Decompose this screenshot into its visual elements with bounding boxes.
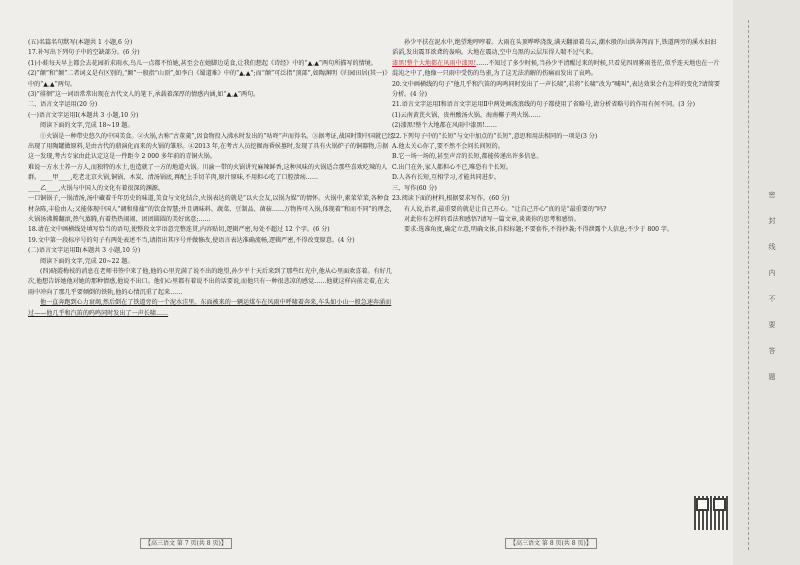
binding-strip-char: 线: [768, 243, 776, 251]
paragraph: (五)名篇名句默写(本题共 1 小题,6 分): [28, 39, 133, 46]
binding-dashed-line: [748, 20, 749, 550]
binding-strip-char: 不: [768, 295, 776, 303]
paragraph: (一)语言文字运用Ⅰ(本题共 3 小题,10 分): [28, 111, 139, 119]
binding-strip-char: 题: [768, 373, 776, 381]
paragraph-rest: ……不知过了多少时候,当孙少平清醒过来的时候,只看见四周雾雨苍茫,似乎连天地也在一片混沌之中了,他像一只雨中受伤的鸟雀,为了这无法消解的伤痛而发出了哀鸣。: [392, 59, 720, 78]
paragraph: 对此你有怎样的看法和感悟?请写一篇文章,谈谈你的思考和感悟。: [404, 215, 580, 223]
paragraph: (2)“颠”和“颠”二者词义是有区别的,“颠”一般指“山顶”,如李白《蜀道难》中的“▲,▲”;而“颠”可泛指“顶部”,如陶渊明《归园田居(其一)》中的“▲,▲”两句。: [28, 70, 391, 88]
paragraph: (1)云南黄芪火锅、贵州酸汤火锅、海南椰子鸡火锅……: [392, 111, 541, 119]
footer-right: 【高三语文 第 8 页(共 8 页)】: [505, 538, 597, 549]
paragraph: 19.文中第一段标序号的句子有两处表述不当,请指出其序号并做修改,使语言表达准确流畅,逻辑严密,不得改变原意。(4 分): [28, 236, 355, 244]
paragraph: ①火锅是一种带史悠久的中国美食。②火锅,古称“古董羹”,因食物投入沸水时发出的“咕咚”声而得名。③据考证,战国时期中国就已经出现了用陶罐做原料,是由古代的鼎演化而来的火锅的雏形。④2013 年,在考古人员挖掘海昏侯墓时,发现了具有火锅炉子的铜器物,⑤据这一发现,考古专家由此认定这是一件距今 2 000 多年前的青铜火锅。: [28, 132, 394, 161]
paragraph: ____乙____,火锅与中国人的文化有着很深的渊源。: [28, 184, 164, 192]
paragraph: 18.请在文中画横线处填写恰当的语句,使整段文字语意完整连贯,内容贴切,逻辑严密,每处不超过 12 个字。(6 分): [28, 226, 330, 234]
paragraph: 难说一方水土养一方人,而独特的水土,也造就了一方的地道火锅。川渝一带的火锅讲究麻辣鲜香,这种风味的火锅适合那些喜欢吃辣的人群。____甲____,吃老北京火锅,铜锅、木炭、清汤锅底,再配上手切羊肉,原汁原味,不用担心吃了口腔溃疡……: [28, 163, 388, 182]
binding-strip: [733, 0, 800, 565]
right-column: [392, 38, 722, 236]
paragraph: 22.下列句子中的“长短”与文中加点的“长短”,意思和用法相同的一项是(3 分): [392, 132, 598, 140]
binding-strip-char: 密: [768, 191, 776, 199]
paragraph: D.人各有长短,互相学习,才能共同进步。: [392, 174, 500, 182]
paragraph: 他一直奔跑到心力衰竭,然后倒在了铁道旁的一个泥水洼里。东面被来的一辆运煤车在风雨中呼啸着奔来,车头如小山一般急速奔涌而过——他几乎和汽笛的呜鸣同时发出了一声长啸……: [28, 299, 392, 317]
paragraph: 20.文中画横线的句子“他几乎和汽笛的呜鸣同时发出了一声长啸”,若将“长啸”改为“喊叫”,表达效果会有怎样的变化?请简要分析。(4 分): [392, 80, 721, 99]
paragraph: 阅读下面的文字,完成 20~22 题。: [40, 257, 134, 265]
binding-strip-char: 内: [768, 269, 776, 277]
binding-strip-char: 要: [768, 321, 776, 329]
paragraph: (3)“徘徊”这一词语常常出现在古代文人的笔下,承载着深厚的情感内涵,如“▲,▲”两句。: [28, 91, 260, 99]
paragraph: B.它一场一场的,甚至声音的长短,都能传递出许多信息。: [392, 153, 543, 161]
paragraph: 三、写作(60 分): [392, 184, 437, 192]
paragraph: 要求:选准角度,确定立意,明确文体,自拟标题;不要套作,不得抄袭;不得泄露个人信息;不少于 800 字。: [404, 226, 674, 234]
binding-strip-char: 封: [768, 217, 776, 225]
paragraph: (二)语言文字运用Ⅱ(本题共 3 小题,10 分): [28, 247, 141, 255]
paragraph: 23.阅读下面的材料,根据要求写作。(60 分): [392, 195, 510, 203]
paragraph: 二、语言文字运用(20 分): [28, 101, 98, 109]
paragraph: 21.语言文字运用Ⅰ和语言文字运用Ⅱ中两处画波浪线的句子都使用了省略号,请分析省略号的作用有何不同。(3 分): [392, 101, 695, 109]
paragraph: A.他太关心你了,要不然不会问长问短的。: [392, 143, 504, 151]
qr-code-icon: [694, 496, 728, 530]
left-column: [28, 38, 394, 319]
highlighted-phrase: 漆黑!整个大地都在风雨中漆黑!: [392, 59, 477, 67]
paragraph: 一口铜锅子,一锅清汤,汤中藏着千年历史的味道,美食与文化结合,火锅表达的就是“以火会友,以锅为媒”的情怀。火锅中,素菜荤菜,各种食材杂陈,丰俭由人;又能体现中国人“调和鼎鼐”的饮食智慧;并且调味料、蔬菜、豆制品、菌菇……万物皆可入锅,体现着“和而不同”的理念,火锅汤沸腾翻滚,热气蒸腾,有着热热闹闹、团团圆圆的美好寓意;……: [28, 195, 392, 223]
paragraph: 有人说,治者,最重要的就是让自己开心。“让自己开心”真的是“最重要的”吗?: [404, 205, 607, 213]
paragraph: [392, 59, 722, 80]
paragraph: 孙少平扶在泥水中,绝望地哼哼着。大雨在头顶哗哗浇泼,满天翻滚着乌云,潮水般的山洪奔泻而下,铁道两旁的溪水汩汩滔滔,发出震耳欲聋的轰响。大地在震动,空中乌黑的云层压得人喘不过气来。: [392, 39, 717, 57]
binding-strip-char: 答: [768, 347, 776, 355]
footer-left: 【高三语文 第 7 页(共 8 页)】: [140, 538, 232, 549]
paragraph: (1)小蛙每天早上都会去花园祈求雨水,鸟儿一点都不怕她,甚至会在她脚边觅食,让我们想起《诗经》中的“▲,▲”两句所描写的情境。: [28, 59, 377, 67]
paragraph: 阅读下面的文字,完成 18~19 题。: [40, 122, 134, 130]
paragraph: (四)晓霞梅枝的消息在老师书签中来了他,他的心里充满了说不出的绝望,孙少平十天后来到了那些红光中,他从心里面欢喜着。有好几次,他想告诉她他对她的那种情感,他说不出口。他们心里都有着说不出的话要说,而他只有一种很悲凉的感觉……他就这样向前走着,在大雨中冲向了那几乎要倾倒的铁轨,他的心情沉重了起来……: [28, 267, 392, 296]
paragraph: (2)漆黑!整个大地都在风雨中漆黑!……: [392, 122, 497, 130]
paragraph: C.出门在外,家人都担心不已,唯恐有个长短。: [392, 163, 512, 171]
paragraph: 17.补写出下列句子中的空缺部分。(6 分): [28, 49, 140, 57]
